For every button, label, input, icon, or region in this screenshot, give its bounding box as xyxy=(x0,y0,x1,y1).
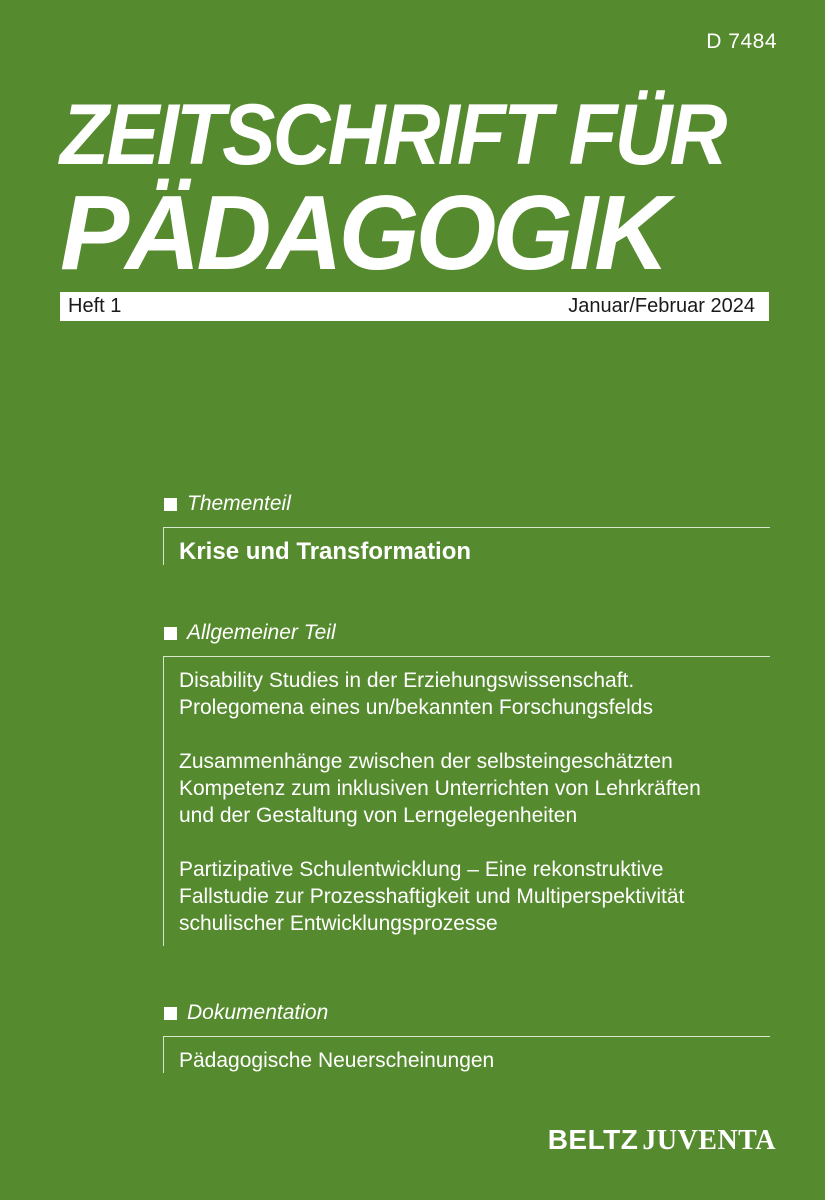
bullet-square-icon xyxy=(164,1007,177,1020)
bullet-square-icon xyxy=(164,627,177,640)
bullet-square-icon xyxy=(164,498,177,511)
publisher-beltz: BELTZ xyxy=(547,1124,639,1155)
journal-code: D 7484 xyxy=(706,30,777,53)
section-block-thementeil xyxy=(163,527,770,565)
publisher-logo xyxy=(548,1124,776,1157)
section-head-thementeil xyxy=(164,492,291,516)
section-head-allgemeiner xyxy=(164,621,336,645)
section-label: Thementeil xyxy=(187,492,291,515)
section-block-dokumentation xyxy=(163,1036,770,1073)
article-title: Disability Studies in der Erziehungswissenschaft. Prolegomena eines un/bekannten Forschungsfelds xyxy=(179,669,653,719)
article-title: Partizipative Schulentwicklung – Eine rekonstruktive Fallstudie zur Prozesshaftigkeit und Multiperspektivität schulischer Entwicklungsprozesse xyxy=(179,858,685,935)
masthead-title-line1: ZEITSCHRIFT FÜR xyxy=(60,87,725,183)
section-title: Pädagogische Neuerscheinungen xyxy=(179,1049,495,1072)
masthead-title-line2: PÄDAGOGIK xyxy=(60,174,666,292)
section-label: Dokumentation xyxy=(187,1001,329,1024)
section-block-allgemeiner xyxy=(163,656,770,946)
issue-date: Januar/Februar 2024 xyxy=(568,295,755,317)
issue-number: Heft 1 xyxy=(68,295,122,317)
issue-bar xyxy=(60,292,769,321)
section-label: Allgemeiner Teil xyxy=(187,621,336,644)
article-title: Zusammenhänge zwischen der selbsteingeschätzten Kompetenz zum inklusiven Unterrichten von Lehrkräften und der Gestaltung von Lerngelegenheiten xyxy=(179,750,701,827)
publisher-juventa: JUVENTA xyxy=(642,1125,776,1156)
section-title: Krise und Transformation xyxy=(179,538,472,565)
section-head-dokumentation xyxy=(164,1001,328,1025)
